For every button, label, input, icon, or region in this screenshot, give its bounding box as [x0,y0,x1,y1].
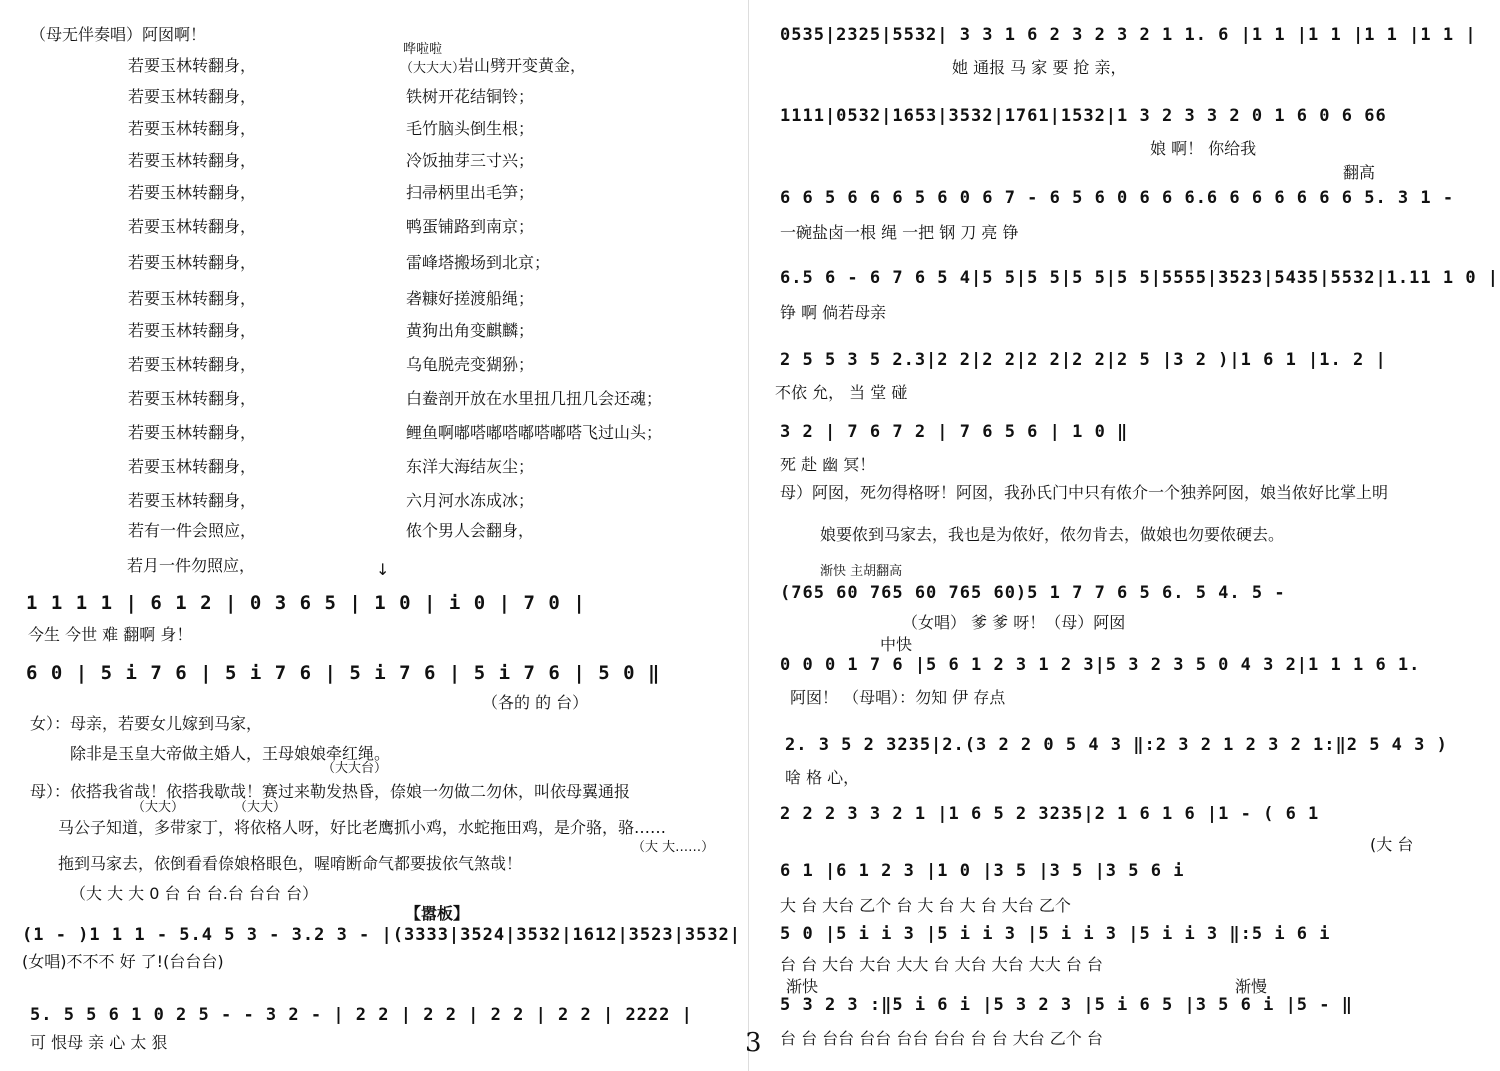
verse-left-11: 若要玉林转翻身， [128,423,257,442]
tempo-mark-r7: 渐快 主胡翻高 [820,564,903,579]
verse-right-4: 扫帚柄里出毛笋； [406,183,535,202]
lyric-line-r1: 她 通报 马 家 要 抢 亲， [952,58,1127,77]
verse-left-2: 若要玉林转翻身， [128,119,257,138]
mark-fangao: 翻高 [1343,163,1376,182]
verse-right-0: 岩山劈开变黄金， [458,56,587,75]
dialog-line-2: 除非是玉皇大帝做主婚人，王母娘娘牵红绳。 [70,744,391,763]
percussion-top: 哗啦啦 [403,42,443,57]
verse-left-1: 若要玉林转翻身， [128,87,257,106]
lyric-line-r6: 死 赴 幽 冥！ [780,455,876,474]
percussion-line: （大 大 大 0 台 台 台.台 台台 台） [70,884,318,903]
lyric-line-r2: 娘 啊！ 你给我 [1150,139,1257,158]
spoken-line-2: 娘要侬到马家去，我也是为侬好，侬勿肯去，做娘也勿要侬硬去。 [820,525,1285,544]
verse-left-7: 若要玉林转翻身， [128,289,257,308]
notation-line-r2: 1111|0532|1653|3532|1761|1532|1 3 2 3 3 2 0 1 6 0 6 66 [780,106,1387,126]
verse-left-6: 若要玉林转翻身， [128,253,257,272]
notation-line-r11: 6 1 |6 1 2 3 |1 0 |3 5 |3 5 |3 5 6 i [780,861,1185,881]
lyric-line-r9: 啥 格 心， [785,768,860,787]
tempo-jianman: 渐慢 [1235,977,1268,996]
page-number: 3 [745,1028,762,1058]
notation-line-r6: 3 2 | 7 6 7 2 | 7 6 5 6 | 1 0 ‖ [780,422,1129,442]
notation-line-4: 5. 5 5 6 1 0 2 5 - - 3 2 - | 2 2 | 2 2 | 2 2 | 2 2 | 2222 | [30,1005,693,1025]
lyric-line-r4: 铮 啊 倘若母亲 [780,303,887,322]
arrow-down-icon: ↓ [376,560,390,579]
header-line: （母无伴奏唱）阿囡啊！ [30,25,207,44]
dialog-mark-4: （大 大……） [632,840,715,855]
dialog-mark-2: （大大） [132,800,185,815]
notation-line-r12: 5 0 |5 i i 3 |5 i i 3 |5 i i 3 |5 i i 3 ‖:5 i 6 i [780,924,1331,944]
verse-right-7: 砻糠好搓渡船绳； [406,289,535,308]
verse-left-9: 若要玉林转翻身， [128,355,257,374]
dialog-line-4: 马公子知道，多带家丁，将依格人呀，好比老鹰抓小鸡，水蛇拖田鸡，是介骆，骆…… [58,818,667,837]
verse-right-8: 黄狗出角变麒麟； [406,321,535,340]
notation-line-r1: 0535|2325|5532| 3 3 1 6 2 3 2 3 2 1 1. 6 |1 1 |1 1 |1 1 |1 1 | [780,25,1477,45]
lyric-line-r11: 大 台 大台 乙个 台 大 台 大 台 大台 乙个 [780,896,1071,915]
verse-last-line: 若月一件勿照应， [127,556,256,575]
lyric-line-3: (女唱)不不不 好 了!(台台台) [22,952,224,971]
verse-left-0: 若要玉林转翻身， [128,56,257,75]
verse-left-5: 若要玉林转翻身， [128,217,257,236]
verse-right-9: 乌龟脱壳变猢狲； [406,355,535,374]
notation-line-1: 1 1 1 1 | 6 1 2 | 0 3 6 5 | 1 0 | i 0 | 7 0 | [26,592,586,614]
dialog-mark-3: （大大） [234,800,287,815]
spoken-line-1: 母）阿囡，死勿得格呀！阿囡，我孙氏门中只有侬介一个独养阿囡，娘当侬好比掌上明 [780,483,1389,502]
verse-right-2: 毛竹脑头倒生根； [406,119,535,138]
dialog-line-5: 拖到马家去，依倒看看倷娘格眼色，喔唷断命气都要拔依气煞哉！ [58,854,523,873]
tempo-jiankuai: 渐快 [786,977,819,996]
lyric-line-r5: 不依 允， 当 堂 碰 [775,383,908,402]
percussion-sub: （大大大） [400,61,466,76]
verse-right-10: 白鲞剖开放在水里扭几扭几会还魂； [406,389,663,408]
notation-line-r10: 2 2 2 3 3 2 1 |1 6 5 2 3235|2 1 6 1 6 |1 - ( 6 1 [780,804,1320,824]
verse-right-14: 侬个男人会翻身， [406,521,535,540]
lyric-line-2: （各的 的 台） [482,693,589,712]
verse-left-14: 若有一件会照应， [128,521,257,540]
qiban-label: 【嚣板】 [405,904,470,923]
notation-line-2: 6 0 | 5 i 7 6 | 5 i 7 6 | 5 i 7 6 | 5 i 7 6 | 5 0 ‖ [26,662,661,684]
verse-right-13: 六月河水冻成冰； [406,491,535,510]
verse-left-8: 若要玉林转翻身， [128,321,257,340]
verse-left-13: 若要玉林转翻身， [128,491,257,510]
lyric-line-r12: 台 台 大台 大台 大大 台 大台 大台 大大 台 台 [780,955,1103,974]
lyric-line-r7: （女唱） 爹 爹 呀！（母）阿囡 [902,613,1126,632]
notation-line-3: (1 - )1 1 1 - 5.4 5 3 - 3.2 3 - |(3333|3524|3532|1612|3523|3532| [22,925,742,945]
notation-line-r9: 2. 3 5 2 3235|2.(3 2 2 0 5 4 3 ‖:2 3 2 1 2 3 2 1:‖2 5 4 3 ) [785,735,1448,755]
verse-left-3: 若要玉林转翻身， [128,151,257,170]
dialog-line-3: 母）：依搭我省哉！依搭我歇哉！赛过来勒发热昏，倷娘一勿做二勿休，叫依母翼通报 [30,782,631,801]
verse-right-3: 冷饭抽芽三寸兴； [406,151,535,170]
page-gutter [748,0,749,1071]
notation-line-r4: 6.5 6 - 6 7 6 5 4|5 5|5 5|5 5|5 5|5555|3523|5435|5532|1.11 1 0 | [780,268,1500,288]
verse-right-12: 东洋大海结灰尘； [406,457,535,476]
notation-line-r8: 0 0 0 1 7 6 |5 6 1 2 3 1 2 3|5 3 2 3 5 0 4 3 2|1 1 1 6 1. [780,655,1421,675]
verse-right-6: 雷峰塔搬场到北京； [406,253,551,272]
dialog-mark-1: （大大台） [322,761,388,776]
notation-line-r5: 2 5 5 3 5 2.3|2 2|2 2|2 2|2 2|2 5 |3 2 )|1 6 1 |1. 2 | [780,350,1387,370]
tempo-zhongkuai: 中快 [880,635,913,654]
lyric-line-r10: (大 台 [1370,835,1414,854]
lyric-line-r13: 台 台 台台 台台 台台 台台 台 台 大台 乙个 台 [780,1029,1103,1048]
verse-right-1: 铁树开花结铜铃； [406,87,535,106]
lyric-line-1: 今生 今世 难 翻啊 身！ [28,625,193,644]
verse-left-4: 若要玉林转翻身， [128,183,257,202]
verse-left-10: 若要玉林转翻身， [128,389,257,408]
dialog-line-1: 女）：母亲，若要女儿嫁到马家， [30,714,263,733]
lyric-line-r8: 阿囡！ （母唱）：勿知 伊 存点 [790,688,1006,707]
verse-left-12: 若要玉林转翻身， [128,457,257,476]
verse-right-5: 鸭蛋铺路到南京； [406,217,535,236]
lyric-line-r3: 一碗盐卤一根 绳 一把 钢 刀 亮 铮 [780,223,1019,242]
notation-line-r7: (765 60 765 60 765 60)5 1 7 7 6 5 6. 5 4. 5 - [780,583,1286,603]
lyric-line-4: 可 恨母 亲 心 太 狠 [30,1033,168,1052]
notation-line-r3: 6 6 5 6 6 6 5 6 0 6 7 - 6 5 6 0 6 6 6.6 6 6 6 6 6 6 5. 3 1 - [780,188,1455,208]
verse-right-11: 鲤鱼啊嘟嗒嘟嗒嘟嗒嘟嗒飞过山头； [406,423,663,442]
notation-line-r13: 5 3 2 3 :‖5 i 6 i |5 3 2 3 |5 i 6 5 |3 5 6 i |5 - ‖ [780,995,1353,1015]
